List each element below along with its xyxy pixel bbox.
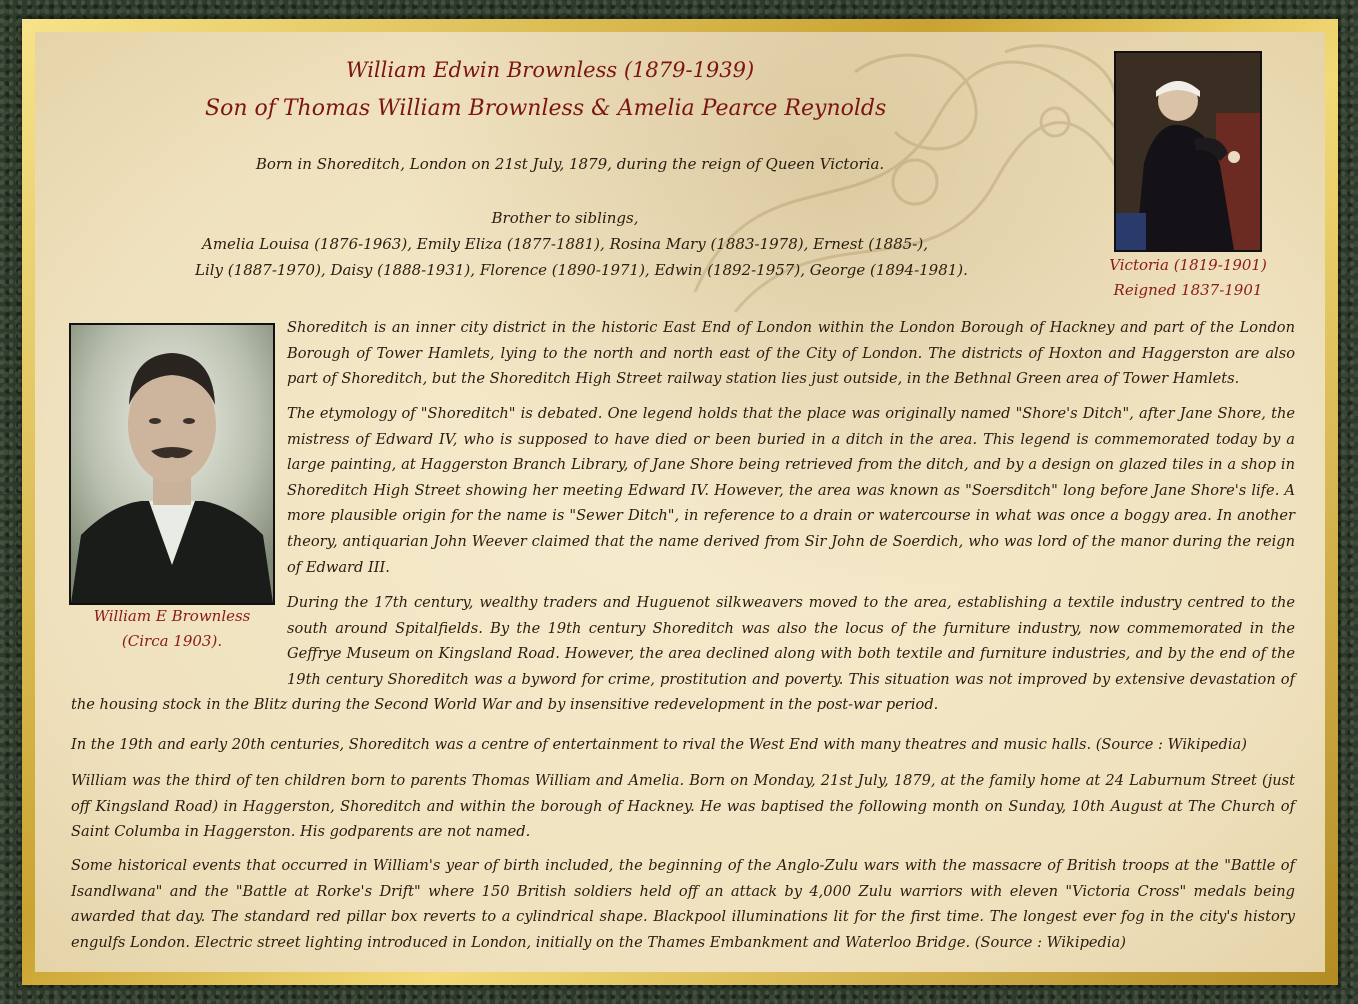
portrait-float-spacer xyxy=(71,590,287,668)
paragraph-history-text: During the 17th century, wealthy traders and Huguenot silkweavers moved to the area, establishing a textile industry centred to the south around Spitalfields. By the 19th century Shoreditch was also the locus of the furniture industry, now commemorated in the Geffrye Museum on Kingsland Road. However, the area declined along with both textile and furniture industries, and by the end of the 19th century Shoreditch was a byword for crime, prostitution and poverty. This situation was not improved by extensive devastation of the housing stock in the Blitz during the Second World War and by insensitive redevelopment in the post-war period. xyxy=(71,594,1295,714)
william-caption-name: William E Brownless xyxy=(93,607,251,625)
siblings-block xyxy=(195,205,968,283)
paragraph-etymology: The etymology of "Shoreditch" is debated. One legend holds that the place was originally named "Shore's Ditch", after Jane Shore, the mistress of Edward IV, who is supposed to have died or been buried in a ditch in the area. This legend is commemorated today by a large painting, at Haggerston Branch Library, of Jane Shore being retrieved from the ditch, and by a design on glazed tiles in a shop in Shoreditch High Street showing her meeting Edward IV. However, the area was known as "Soersditch" long before Jane Shore's life. A more plausible origin for the name is "Sewer Ditch", in reference to a drain or watercourse in what was once a boggy area. In another theory, antiquarian John Weever claimed that the name derived from Sir John de Soerdich, who was lord of the manor during the reign of Edward III. xyxy=(287,405,1295,576)
queen-victoria-portrait xyxy=(1114,51,1262,252)
paragraph-entertainment: In the 19th and early 20th centuries, Shoreditch was a centre of entertainment to rival the West End with many theatres and music halls. (Source : Wikipedia) xyxy=(71,736,1247,753)
paragraph-history xyxy=(71,590,1295,718)
victoria-caption xyxy=(1095,253,1281,303)
page-subtitle: Son of Thomas William Brownless & Amelia Pearce Reynolds xyxy=(205,96,887,121)
william-caption-date: (Circa 1903). xyxy=(121,632,223,650)
victoria-caption-reign: Reigned 1837-1901 xyxy=(1113,281,1263,299)
william-brownless-portrait xyxy=(69,323,275,605)
gold-frame xyxy=(22,19,1338,985)
paragraph-shoreditch-location: Shoreditch is an inner city district in the historic East End of London within the London Borough of Hackney and part of the London Borough of Tower Hamlets, lying to the north and north east of the City of London. The districts of Hoxton and Haggerston are also part of Shoreditch, but the Shoreditch High Street railway station lies just outside, in the Bethnal Green area of Tower Hamlets. xyxy=(287,319,1295,388)
page-title: William Edwin Brownless (1879-1939) xyxy=(346,58,755,82)
siblings-heading: Brother to siblings, xyxy=(491,209,639,227)
victoria-caption-name: Victoria (1819-1901) xyxy=(1109,256,1267,274)
paragraph-william-birth: William was the third of ten children born to parents Thomas William and Amelia. Born on Monday, 21st July, 1879, at the family home at 24 Laburnum Street (just off Kingsland Road) in Haggerston, Shoreditch and within the borough of Hackney. He was baptised the following month on Sunday, 10th August at The Church of Saint Columba in Haggerston. His godparents are not named. xyxy=(71,772,1295,841)
paragraph-historical-events: Some historical events that occurred in William's year of birth included, the beginning of the Anglo-Zulu wars with the massacre of British troops at the "Battle of Isandlwana" and the "Battle at Rorke's Drift" where 150 British soldiers held off an attack by 4,000 Zulu warriors with eleven "Victoria Cross" medals being awarded that day. The standard red pillar box reverts to a cylindrical shape. Blackpool illuminations lit for the first time. The longest ever fog in the city's history engulfs London. Electric street lighting introduced in London, initially on the Thames Embankment and Waterloo Bridge. (Source : Wikipedia) xyxy=(71,857,1295,951)
parchment-page xyxy=(35,32,1325,972)
siblings-line-1: Amelia Louisa (1876-1963), Emily Eliza (1877-1881), Rosina Mary (1883-1978), Ernest (1885-), xyxy=(201,235,928,253)
birth-statement: Born in Shoreditch, London on 21st July, 1879, during the reign of Queen Victoria. xyxy=(255,155,885,173)
siblings-line-2: Lily (1887-1970), Daisy (1888-1931), Florence (1890-1971), Edwin (1892-1957), George (1894-1981). xyxy=(195,261,968,279)
